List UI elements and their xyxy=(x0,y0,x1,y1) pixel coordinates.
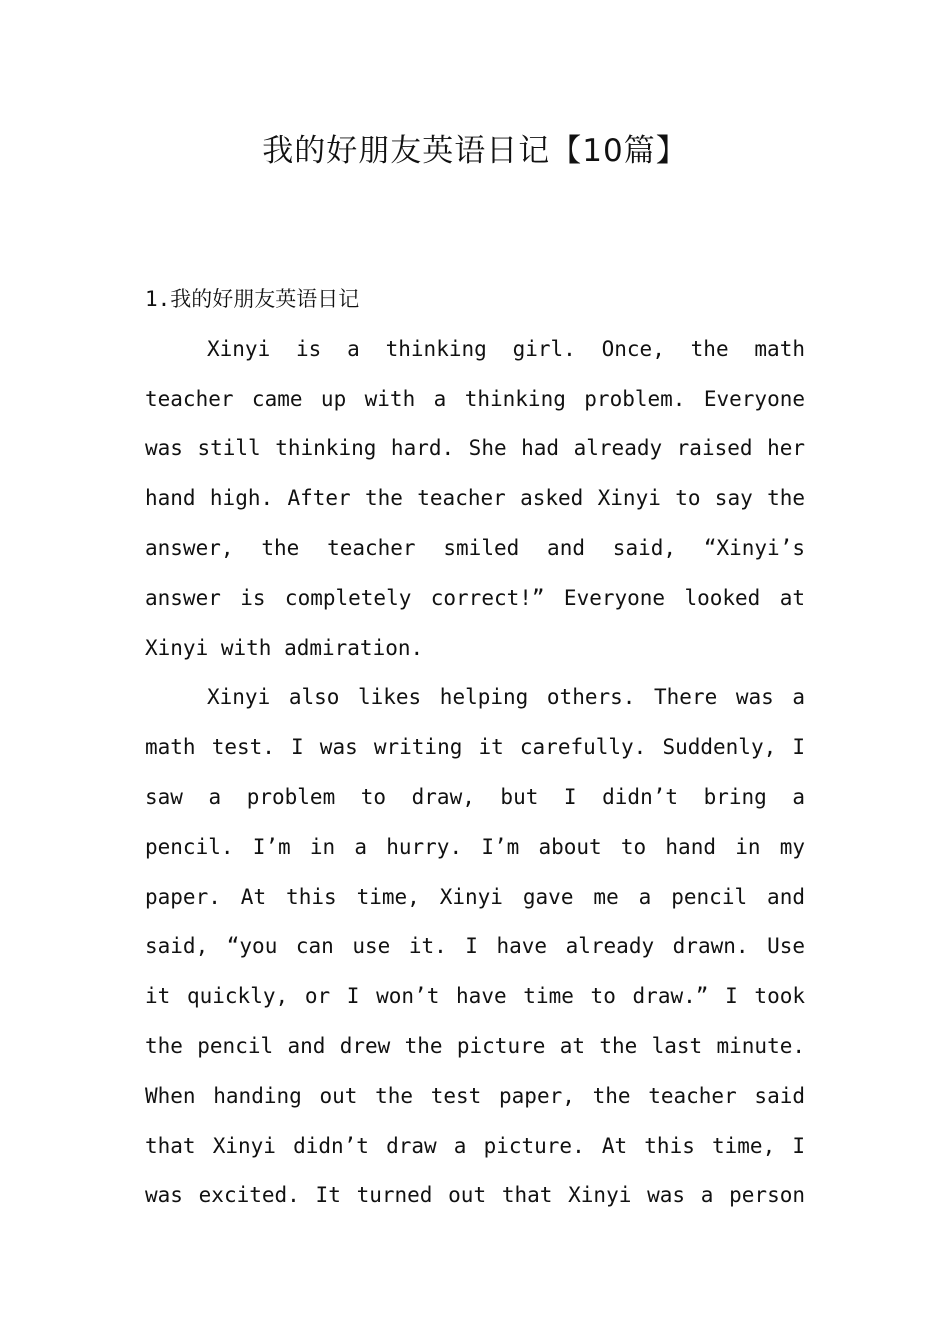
paragraph-1 xyxy=(145,325,805,674)
paragraph-line: pencil. I’m in a hurry. I’m about to hand in my xyxy=(145,834,805,859)
paragraph-line: math test. I was writing it carefully. Suddenly, I xyxy=(145,735,805,760)
paragraph-line: teacher came up with a thinking problem. Everyone xyxy=(145,386,805,411)
paragraph-line: the pencil and drew the picture at the last minute. xyxy=(145,1033,805,1058)
paragraph-line: was excited. It turned out that Xinyi was a person xyxy=(145,1183,805,1208)
paragraph-line: said, “you can use it. I have already drawn. Use xyxy=(145,934,805,959)
document-body xyxy=(145,275,805,1221)
paragraph-line: Xinyi with admiration. xyxy=(145,635,424,660)
paragraph-line: saw a problem to draw, but I didn’t bring a xyxy=(145,784,805,809)
paragraph-line: Xinyi also likes helping others. There was a xyxy=(207,685,805,710)
paragraph-line: answer, the teacher smiled and said, “Xinyi’s xyxy=(145,535,805,560)
paragraph-line: hand high. After the teacher asked Xinyi to say the xyxy=(145,486,805,511)
paragraph-line: Xinyi is a thinking girl. Once, the math xyxy=(207,336,805,361)
paragraph-line: When handing out the test paper, the teacher said xyxy=(145,1083,805,1108)
paragraph-2 xyxy=(145,673,805,1221)
paragraph-line: paper. At this time, Xinyi gave me a pencil and xyxy=(145,884,805,909)
section-heading: 1.我的好朋友英语日记 xyxy=(145,287,360,311)
paragraph-line: that Xinyi didn’t draw a picture. At this time, I xyxy=(145,1133,805,1158)
paragraph-line: it quickly, or I won’t have time to draw.” I took xyxy=(145,984,805,1009)
paragraph-line: was still thinking hard. She had already raised her xyxy=(145,436,805,461)
document-title: 我的好朋友英语日记【10篇】 xyxy=(262,133,688,169)
paragraph-line: answer is completely correct!” Everyone looked at xyxy=(145,585,805,610)
